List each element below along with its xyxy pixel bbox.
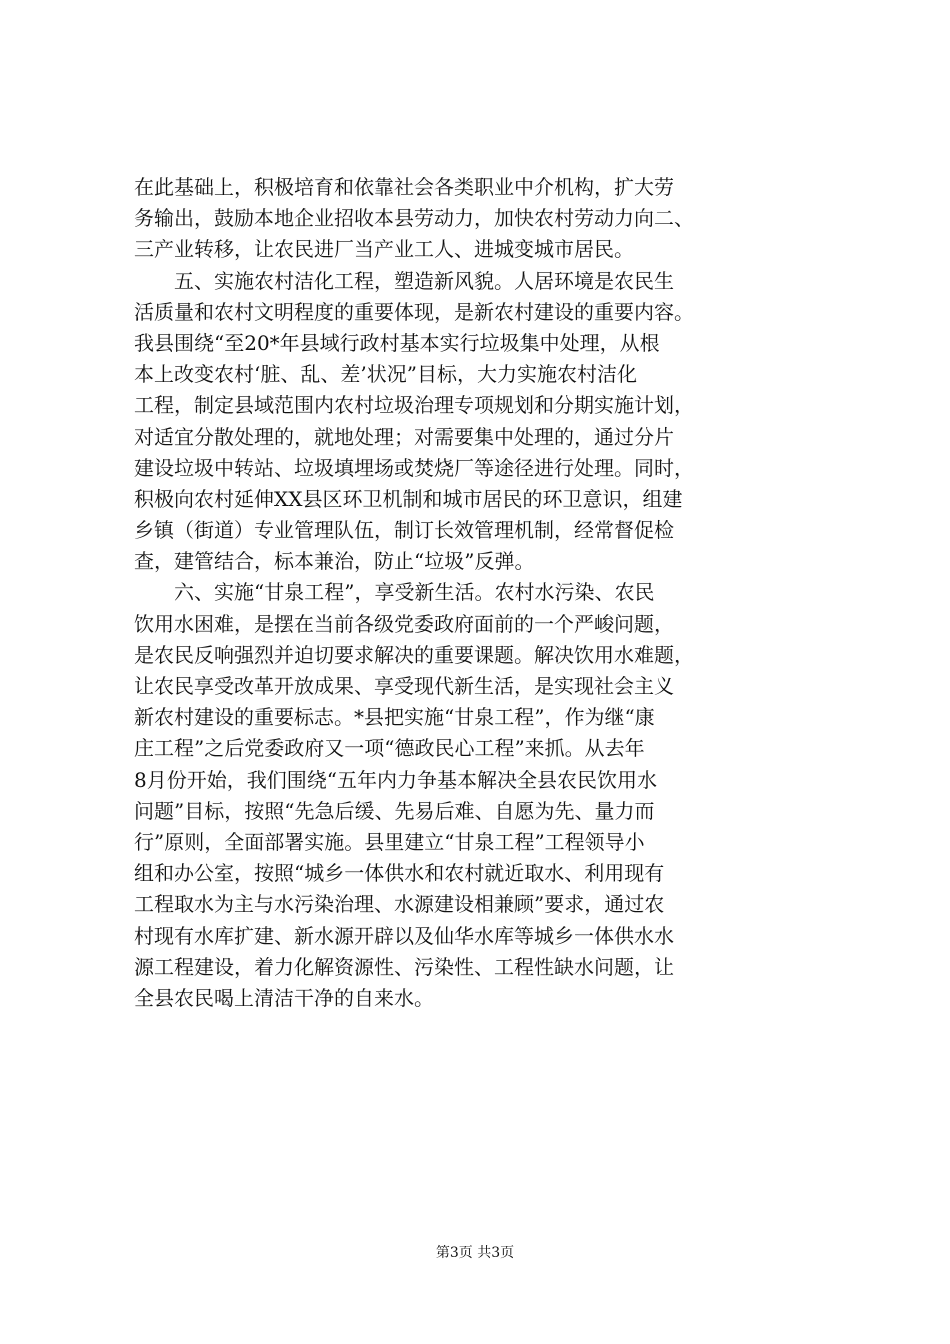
page-footer — [0, 1243, 950, 1263]
text-line: 工程，制定县域范围内农村垃圾治理专项规划和分期实施计划， — [134, 393, 694, 418]
text-line: 工程取水为主与水污染治理、水源建设相兼顾”要求，通过农 — [134, 892, 665, 917]
text-line: 全县农民喝上清洁干净的自来水。 — [134, 985, 434, 1010]
page-number-label: 第3页 共3页 — [435, 1245, 515, 1261]
text-line: 六、实施“甘泉工程”，享受新生活。农村水污染、农民 — [174, 580, 655, 605]
text-line: 问题”目标，按照“先急后缓、先易后难、自愿为先、量力而 — [134, 798, 655, 823]
paragraph-section-6 — [134, 577, 834, 1014]
text-line: 积极向农村延伸XX县区环卫机制和城市居民的环卫意识，组建 — [134, 486, 683, 511]
text-line: 五、实施农村洁化工程，塑造新风貌。人居环境是农民生 — [174, 268, 674, 293]
text-line: 务输出，鼓励本地企业招收本县劳动力，加快农村劳动力向二、 — [134, 206, 694, 231]
text-line: 本上改变农村‘脏、乱、差’状况”目标，大力实施农村洁化 — [134, 362, 637, 387]
text-line: 让农民享受改革开放成果、享受现代新生活，是实现社会主义 — [134, 674, 674, 698]
text-line: 对适宜分散处理的，就地处理；对需要集中处理的，通过分片 — [134, 424, 674, 449]
text-line: 我县围绕“至20*年县域行政村基本实行垃圾集中处理，从根 — [134, 330, 660, 355]
text-line: 是农民反响强烈并迫切要求解决的重要课题。解决饮用水难题， — [134, 642, 694, 667]
text-line: 8月份开始，我们围绕“五年内力争基本解决全县农民饮用水 — [134, 767, 657, 792]
paragraph-continuation — [134, 172, 834, 266]
text-line: 查，建管结合，标本兼治，防止“垃圾”反弹。 — [134, 549, 535, 574]
body-text — [134, 172, 834, 1014]
text-line: 行”原则，全面部署实施。县里建立“甘泉工程”工程领导小 — [134, 829, 645, 854]
text-line: 饮用水困难，是摆在当前各级党委政府面前的一个严峻问题， — [134, 611, 674, 636]
text-line: 在此基础上，积极培育和依靠社会各类职业中介机构，扩大劳 — [134, 175, 674, 199]
text-line: 源工程建设，着力化解资源性、污染性、工程性缺水问题，让 — [134, 954, 674, 979]
text-line: 乡镇（街道）专业管理队伍，制订长效管理机制，经常督促检 — [134, 518, 674, 543]
text-line: 庄工程”之后党委政府又一项“德政民心工程”来抓。从去年 — [134, 736, 645, 761]
paragraph-section-5 — [134, 266, 834, 578]
text-line: 村现有水库扩建、新水源开辟以及仙华水库等城乡一体供水水 — [134, 923, 674, 948]
text-line: 组和办公室，按照“城乡一体供水和农村就近取水、利用现有 — [134, 861, 665, 886]
text-line: 新农村建设的重要标志。*县把实施“甘泉工程”，作为继“康 — [134, 705, 655, 730]
text-line: 建设垃圾中转站、垃圾填埋场或焚烧厂等途径进行处理。同时， — [134, 455, 694, 480]
text-line: 活质量和农村文明程度的重要体现，是新农村建设的重要内容。 — [134, 299, 694, 324]
text-line: 三产业转移，让农民进厂当产业工人、进城变城市居民。 — [134, 237, 634, 262]
